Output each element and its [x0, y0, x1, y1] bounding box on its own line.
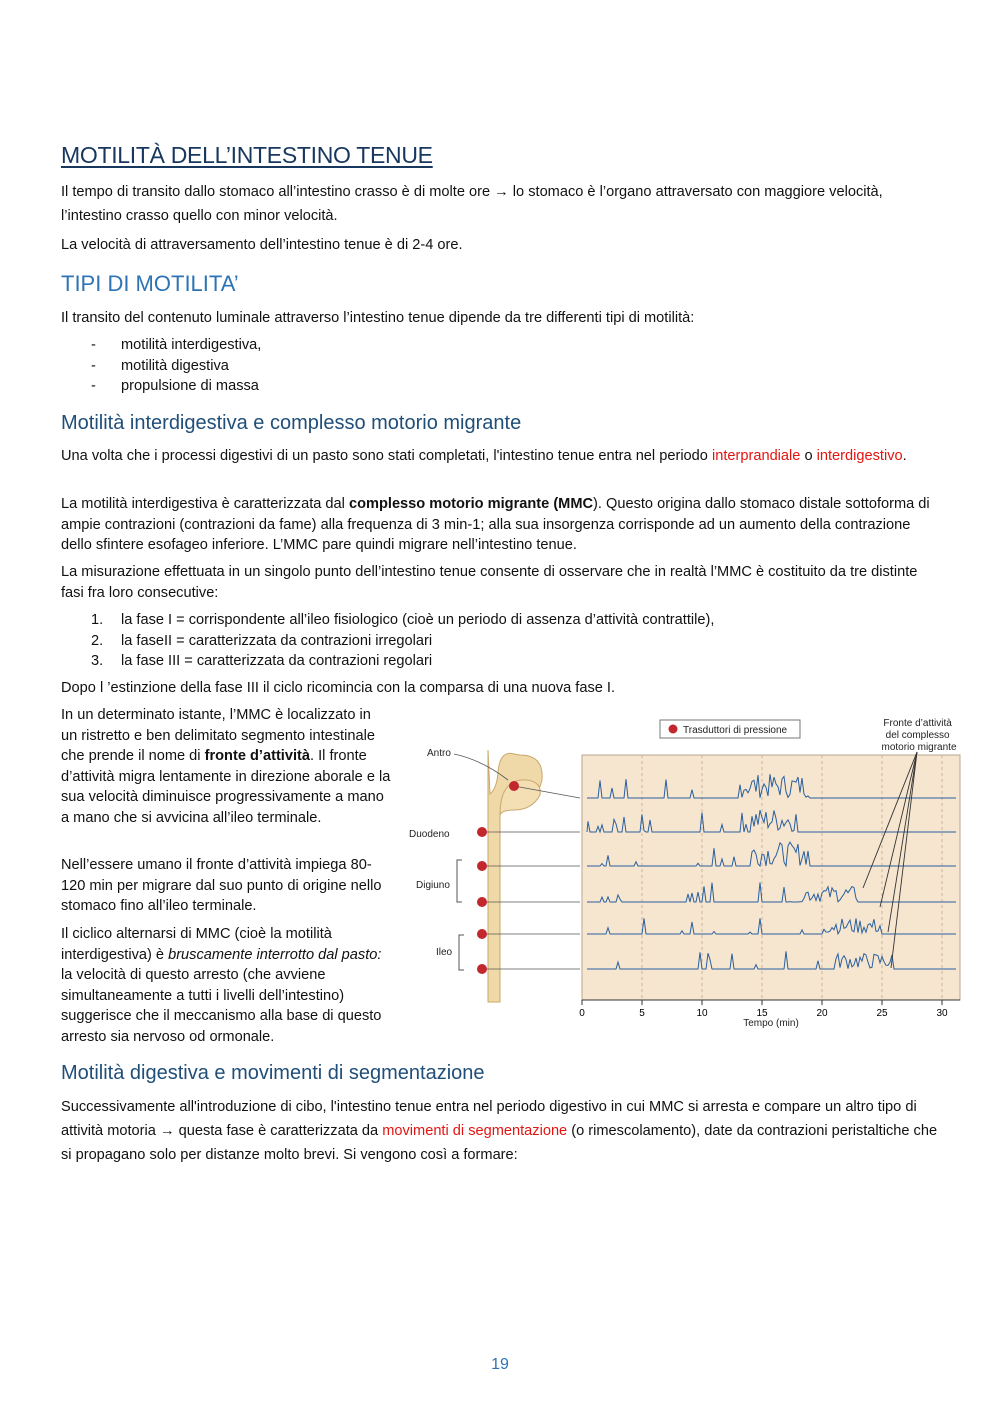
- page-title: MOTILITÀ DELL’INTESTINO TENUE: [61, 142, 433, 168]
- x-tick-label: 0: [579, 1008, 585, 1019]
- interdigestiva-paragraph-4: Dopo l ’estinzione della fase III il ciclo ricomincia con la comparsa di una nuova fase I.: [61, 680, 616, 696]
- list-marker: -: [91, 378, 96, 394]
- page-number: 19: [491, 1356, 509, 1373]
- x-tick-label: 15: [756, 1008, 768, 1019]
- label-duodeno: Duodeno: [409, 829, 450, 840]
- pressure-sensor-dot: [477, 897, 487, 907]
- pressure-sensor-dot: [509, 781, 519, 791]
- digestiva-paragraph: Successivamente all'introduzione di cibo, l'intestino tenue entra nel periodo digestivo in cui MMC si arresta e compare un altro tipo di attività motoria → questa fase è caratterizzata da movimenti di segmentazione (o rimescolamento), date da contrazioni peristaltiche che si propagano solo per distanze molto brevi. Si vengono così a formare:: [61, 1099, 938, 1163]
- list-item: - propulsione di massa: [61, 376, 261, 397]
- legend-label: Trasduttori di pressione: [683, 725, 788, 736]
- label-digiuno: Digiuno: [416, 880, 450, 891]
- x-axis-label: Tempo (min): [743, 1018, 799, 1029]
- list-item: 1. la fase I = corrispondente all’ileo fisiologico (cioè un periodo di assenza d’attività contrattile),: [91, 612, 715, 628]
- tipi-paragraph: Il transito del contenuto luminale attraverso l’intestino tenue dipende da tre differenti tipi di motilità:: [61, 310, 695, 326]
- bracket-lines: [457, 860, 464, 970]
- front-annotation: Fronte d’attività del complesso motorio migrante: [881, 718, 957, 753]
- pressure-sensor-dot: [477, 861, 487, 871]
- interdigestiva-paragraph-1: Una volta che i processi digestivi di un pasto sono stati completati, l'intestino tenue entra nel periodo interprandiale o interdigestivo.: [61, 448, 907, 464]
- x-ticks: [579, 1000, 948, 1019]
- interdigestiva-paragraph-3: La misurazione effettuata in un singolo punto dell’intestino tenue consente di osservare che in realtà l’MMC è costituito da tre distinte fasi fra loro consecutive:: [61, 564, 918, 601]
- label-antro: Antro: [427, 748, 451, 759]
- pressure-sensor-dot: [477, 827, 487, 837]
- fasi-list: [61, 610, 714, 672]
- label-ileo: Ileo: [436, 947, 453, 958]
- recording-panel: [582, 755, 960, 1000]
- interdigestiva-paragraph-2: La motilità interdigestiva è caratterizzata dal complesso motorio migrante (MMC). Questo origina dallo stomaco distale sottoforma di ampie contrazioni (contrazioni da fame) alla frequenza di 3 min-1; alla sua insorgenza corrisponde ad un aumento della contrazione dello sfintere esofageo inferiore. L’MMC pare quindi migrare nell’intestino tenue.: [61, 496, 930, 553]
- tipi-list: [61, 335, 261, 397]
- side-paragraph-1: In un determinato istante, l’MMC è localizzato in un ristretto e ben delimitato segmento intestinale che prende il nome di fronte d’attività. Il fronte d’attività migra lentamente in direzione aborale e la sua velocità diminuisce progressivamente a mano a mano che si avvicina all’ileo terminale.: [61, 707, 391, 826]
- pressure-sensor-dot: [477, 964, 487, 974]
- section-heading-interdigestiva: Motilità interdigestiva e complesso motorio migrante: [61, 412, 522, 434]
- intro-paragraph-2: La velocità di attraversamento dell’intestino tenue è di 2-4 ore.: [61, 237, 463, 253]
- list-item: - motilità interdigestiva,: [61, 335, 261, 356]
- pressure-sensor-dot: [477, 929, 487, 939]
- x-tick-label: 20: [816, 1008, 828, 1019]
- section-heading-digestiva: Motilità digestiva e movimenti di segmentazione: [61, 1062, 485, 1084]
- side-paragraph-3: Il ciclico alternarsi di MMC (cioè la motilità interdigestiva) è bruscamente interrotto dal pasto: la velocità di questo arresto (che avviene simultaneamente a tutti i livelli dell’intestino) suggerisce che il meccanismo alla base di questo arresto sia nervoso od ormonale.: [61, 926, 382, 1045]
- list-item: 2. la faseII = caratterizzata da contrazioni irregolari: [91, 632, 433, 649]
- intro-paragraph: Il tempo di transito dallo stomaco all’intestino crasso è di molte ore → lo stomaco è l’organo attraversato con maggiore velocità, l’intestino crasso quello con minor velocità.: [61, 184, 883, 224]
- x-tick-label: 25: [876, 1008, 888, 1019]
- list-item: 3. la fase III = caratterizzata da contrazioni regolari: [91, 653, 433, 669]
- legend-dot-icon: [669, 725, 678, 734]
- x-tick-label: 30: [936, 1008, 948, 1019]
- mmc-figure: [402, 710, 962, 1030]
- x-tick-label: 5: [639, 1008, 645, 1019]
- list-item: - motilità digestiva: [61, 356, 261, 377]
- list-marker: -: [91, 357, 96, 374]
- x-tick-label: 10: [696, 1008, 708, 1019]
- list-marker: -: [91, 337, 96, 353]
- section-heading-tipi: TIPI DI MOTILITA’: [61, 271, 239, 296]
- side-paragraph-2: Nell’essere umano il fronte d’attività impiega 80-120 min per migrare dal suo punto di origine nello stomaco fino all’ileo terminale.: [61, 857, 382, 914]
